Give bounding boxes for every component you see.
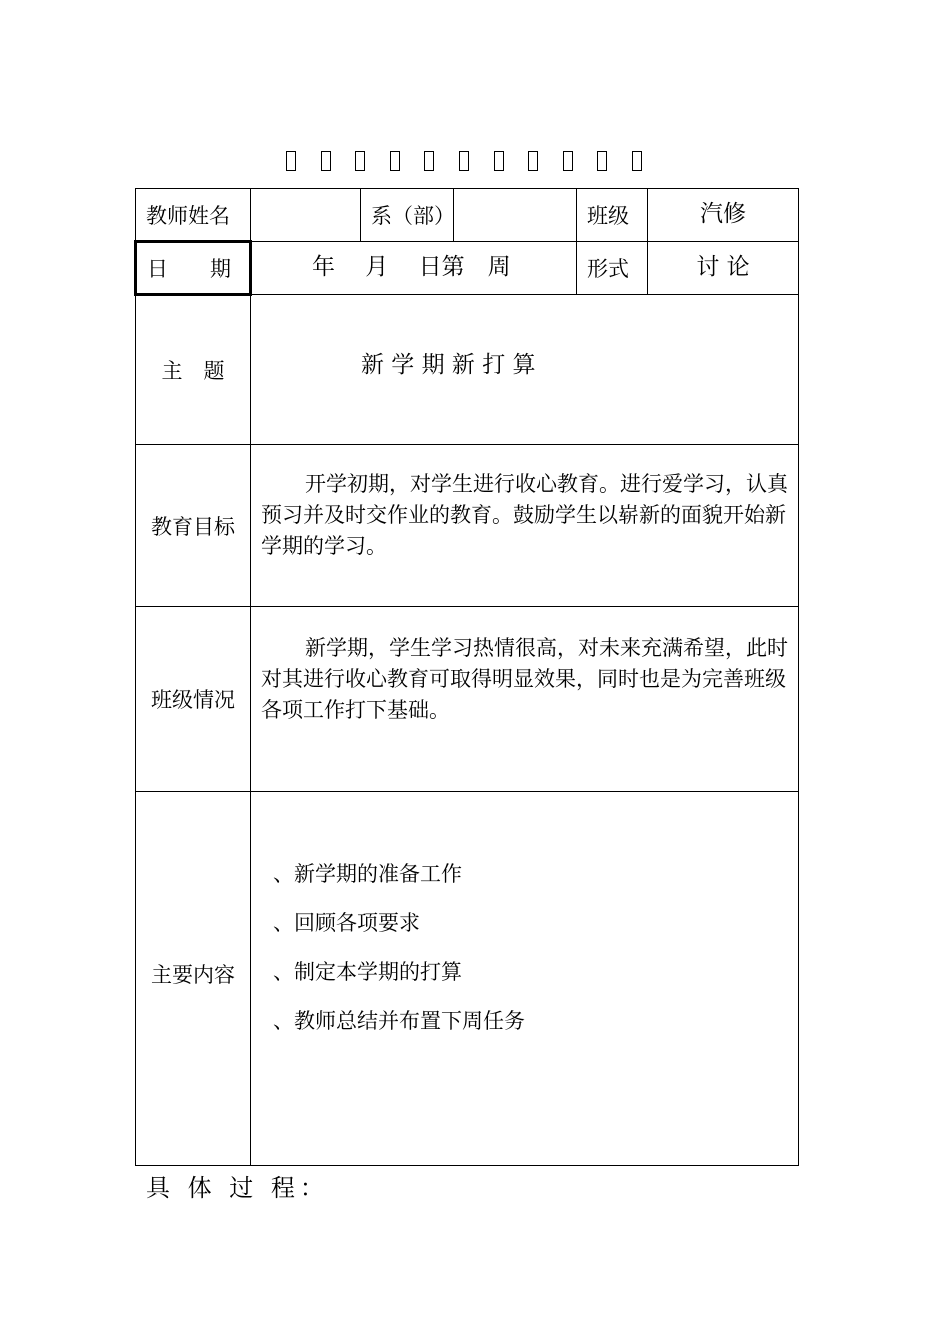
row-goal (136, 445, 799, 607)
department-label: 系（部） (361, 189, 454, 242)
missing-glyph-icon (494, 151, 504, 171)
missing-glyph-icon (459, 151, 469, 171)
row-main-content (136, 792, 799, 1166)
teacher-name-label: 教师姓名 (136, 189, 251, 242)
theme-field[interactable]: 新 学 期 新 打 算 (251, 295, 799, 445)
class-meeting-form (134, 188, 799, 1166)
row-class-situation (136, 607, 799, 792)
missing-glyph-icon (321, 151, 331, 171)
row-teacher (136, 189, 799, 242)
class-situation-text[interactable]: 新学期，学生学习热情很高，对未来充满希望，此时对其进行收心教育可取得明显效果，同时也是为完善班级各项工作打下基础。 (251, 607, 799, 792)
goal-label: 教育目标 (136, 445, 251, 607)
class-field[interactable]: 汽修 (648, 189, 799, 242)
main-content-label: 主要内容 (136, 792, 251, 1166)
missing-glyph-icon (528, 151, 538, 171)
missing-glyph-icon (424, 151, 434, 171)
teacher-name-field[interactable] (251, 189, 361, 242)
class-label: 班级 (577, 189, 648, 242)
row-theme (136, 295, 799, 445)
missing-glyph-icon (632, 151, 642, 171)
class-situation-label: 班级情况 (136, 607, 251, 792)
missing-glyph-icon (286, 151, 296, 171)
process-heading: 具 体 过 程： (146, 1174, 329, 1202)
page-title-glyphs (286, 146, 642, 176)
format-label: 形式 (577, 242, 648, 295)
goal-text[interactable]: 开学初期，对学生进行收心教育。进行爱学习，认真预习并及时交作业的教育。鼓励学生以崭新的面貌开始新学期的学习。 (251, 445, 799, 607)
row-date (136, 242, 799, 295)
list-item: 、制定本学期的打算 (273, 960, 462, 984)
list-item: 、新学期的准备工作 (273, 862, 462, 886)
list-item: 、回顾各项要求 (273, 911, 420, 935)
department-field[interactable] (454, 189, 577, 242)
missing-glyph-icon (597, 151, 607, 171)
missing-glyph-icon (390, 151, 400, 171)
list-item: 、教师总结并布置下周任务 (273, 1009, 525, 1033)
main-content-cell[interactable] (251, 792, 799, 1166)
date-label: 日 期 (136, 242, 251, 295)
theme-label: 主 题 (136, 295, 251, 445)
format-field[interactable]: 讨 论 (648, 242, 799, 295)
date-field[interactable]: 年 月 日第 周 (251, 242, 577, 295)
missing-glyph-icon (355, 151, 365, 171)
missing-glyph-icon (563, 151, 573, 171)
